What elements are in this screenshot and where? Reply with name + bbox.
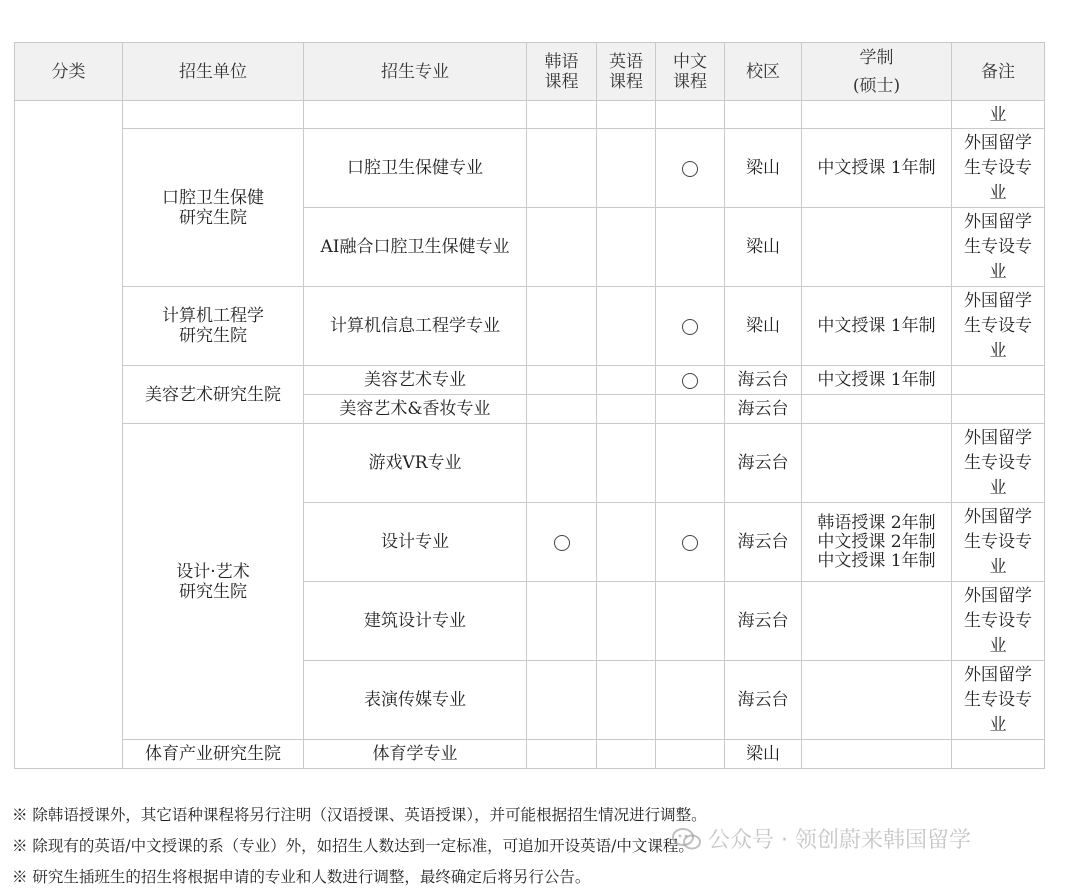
system-cell: 中文授课 1年制 [802,366,952,395]
campus-cell: 海云台 [725,424,802,503]
system-cell: 中文授课 1年制 [802,287,952,366]
major-cell: 美容艺术&香妆专业 [304,395,527,424]
major-cell: AI融合口腔卫生保健专业 [304,208,527,287]
header-campus: 校区 [725,43,802,101]
major-cell: 口腔卫生保健专业 [304,129,527,208]
major-cell: 设计专业 [304,503,527,582]
category-cell [15,101,123,769]
circle-mark-icon [682,319,698,335]
major-cell: 计算机信息工程学专业 [304,287,527,366]
admissions-table [14,42,1045,769]
circle-mark-icon [682,535,698,551]
table-row [15,740,1045,769]
footnote: ※ 除韩语授课外，其它语种课程将另行注明（汉语授课、英语授课），并可能根据招生情况进行调整。 [12,806,707,824]
header-unit: 招生单位 [123,43,304,101]
table-row [15,424,1045,503]
header-major: 招生专业 [304,43,527,101]
table-row [15,101,1045,129]
campus-cell: 海云台 [725,503,802,582]
circle-mark-icon [554,535,570,551]
unit-cell: 体育产业研究生院 [123,740,304,769]
campus-cell: 梁山 [725,740,802,769]
header-korean: 韩语 课程 [527,43,597,101]
campus-cell: 梁山 [725,129,802,208]
table-header-row [15,43,1045,101]
campus-cell: 海云台 [725,582,802,661]
note-cell: 外国留学 生专设专 业 [952,208,1045,287]
major-cell: 建筑设计专业 [304,582,527,661]
note-cell: 外国留学 生专设专 业 [952,661,1045,740]
major-cell: 美容艺术专业 [304,366,527,395]
campus-cell: 梁山 [725,287,802,366]
header-chinese: 中文 课程 [656,43,725,101]
note-cell: 外国留学 生专设专 业 [952,503,1045,582]
unit-cell: 计算机工程学 研究生院 [123,287,304,366]
header-category: 分类 [15,43,123,101]
wechat-icon [672,827,702,851]
note-cell: 外国留学 生专设专 业 [952,582,1045,661]
footnote: ※ 除现有的英语/中文授课的系（专业）外，如招生人数达到一定标准，可追加开设英语/中文课程。 [12,837,694,855]
table-row [15,287,1045,366]
note-cell: 外国留学 生专设专 业 [952,287,1045,366]
header-english: 英语 课程 [597,43,656,101]
major-cell: 体育学专业 [304,740,527,769]
circle-mark-icon [682,373,698,389]
major-cell: 游戏VR专业 [304,424,527,503]
unit-cell: 美容艺术研究生院 [123,366,304,424]
campus-cell: 梁山 [725,208,802,287]
note-cell: 外国留学 生专设专 业 [952,129,1045,208]
system-cell: 中文授课 1年制 [802,129,952,208]
major-cell: 表演传媒专业 [304,661,527,740]
unit-cell: 设计·艺术 研究生院 [123,424,304,740]
table-row [15,129,1045,208]
system-cell: 韩语授课 2年制 中文授课 2年制 中文授课 1年制 [802,503,952,582]
campus-cell: 海云台 [725,395,802,424]
campus-cell: 海云台 [725,366,802,395]
note-cell: 外国留学 生专设专 业 [952,424,1045,503]
watermark [672,823,971,854]
header-note: 备注 [952,43,1045,101]
header-system: 学制 (硕士) [802,43,952,101]
watermark-text: 公众号 · 领创蔚来韩国留学 [708,828,971,853]
campus-cell: 海云台 [725,661,802,740]
table-row [15,366,1045,395]
note-cell: 业 [952,101,1045,129]
footnote: ※ 研究生插班生的招生将根据申请的专业和人数进行调整，最终确定后将另行公告。 [12,868,591,886]
circle-mark-icon [682,161,698,177]
unit-cell: 口腔卫生保健 研究生院 [123,129,304,287]
